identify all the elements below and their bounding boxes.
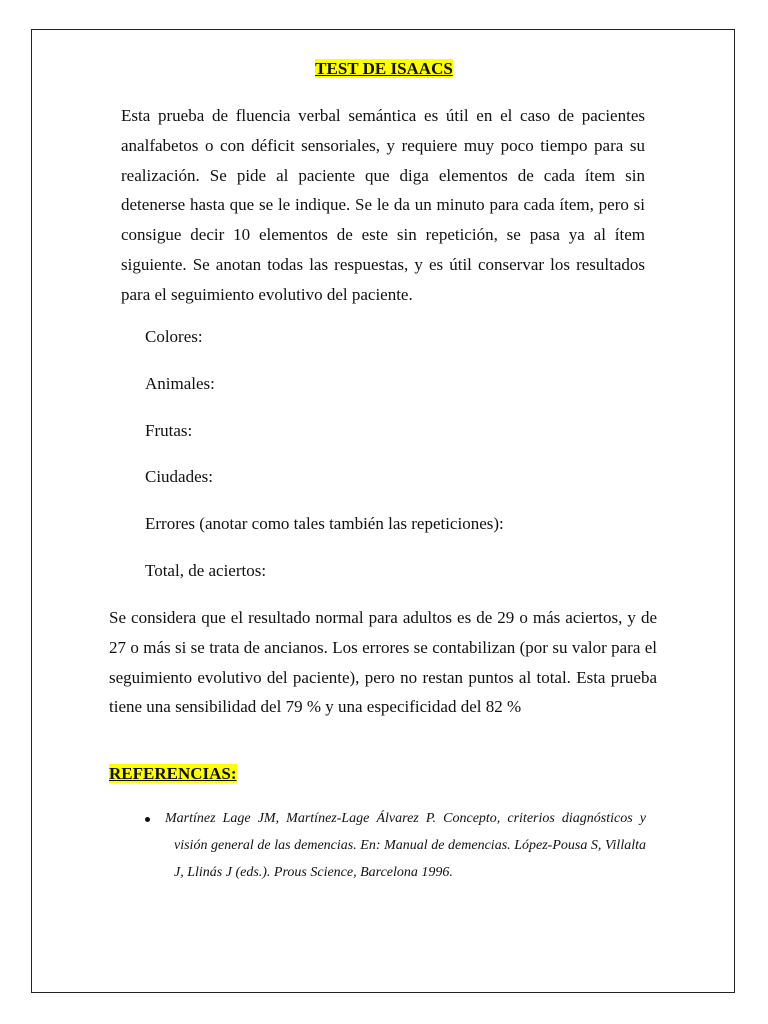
references-heading [109,763,237,785]
field-errores: Errores (anotar como tales también las repeticiones): [145,514,504,534]
bullet-icon [145,817,150,822]
field-ciudades: Ciudades: [145,467,213,487]
references-heading-text: REFERENCIAS: [109,764,237,783]
response-fields [145,325,705,606]
references-list [145,805,646,886]
conclusion-paragraph: Se considera que el resultado normal para adultos es de 29 o más aciertos, y de 27 o más si se trata de ancianos. Los errores se contabilizan (por su valor para el seguimiento evolutivo del paciente), pero no restan puntos al total. Esta prueba tiene una sensibilidad del 79 % y una especificidad del 82 % [109,608,657,717]
reference-item [145,805,646,886]
document-title [0,58,768,80]
reference-text: Martínez Lage JM, Martínez-Lage Álvarez P. Concepto, criterios diagnósticos y visión general de las demencias. En: Manual de demencias. López-Pousa S, Villalta J, Llinás J (eds.). Prous Science, Barcelona 1996. [165,811,646,880]
field-total-aciertos: Total, de aciertos: [145,560,267,580]
field-frutas: Frutas: [145,420,193,440]
field-colores: Colores: [145,327,203,346]
document-title-text: TEST DE ISAACS [315,59,453,78]
field-animales: Animales: [145,373,215,393]
intro-paragraph: Esta prueba de fluencia verbal semántica es útil en el caso de pacientes analfabetos o con déficit sensoriales, y requiere muy poco tiempo para su realización. Se pide al paciente que diga elementos de cada ítem sin detenerse hasta que se le indique. Se le da un minuto para cada ítem, pero si consigue decir 10 elementos de este sin repetición, se pasa ya al ítem siguiente. Se anotan todas las respuestas, y es útil conservar los resultados para el seguimiento evolutivo del paciente. [121,106,645,304]
